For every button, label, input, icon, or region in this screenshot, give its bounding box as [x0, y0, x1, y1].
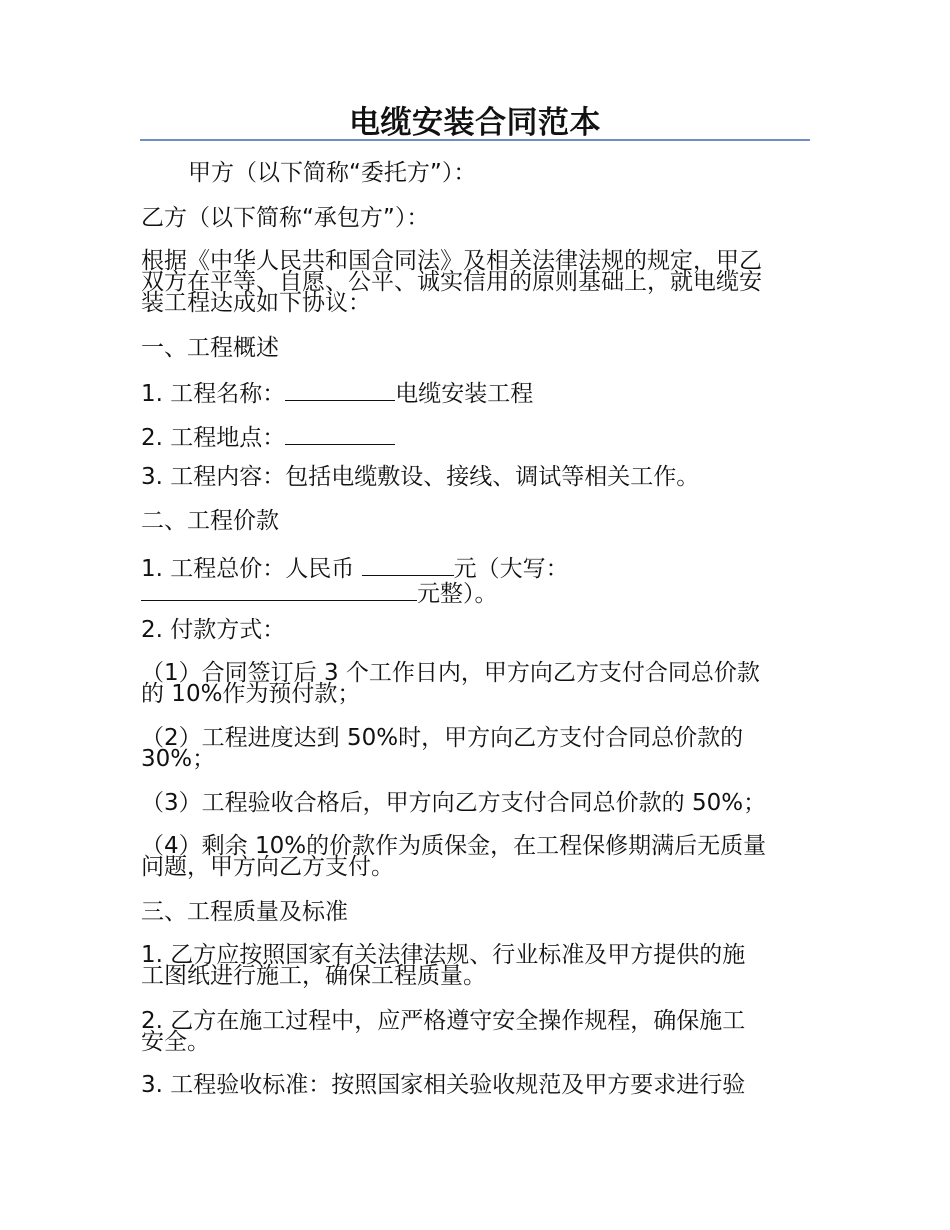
payment-item-1-line: 的 10%作为预付款； [141, 681, 361, 707]
project-name-suffix: 电缆安装工程 [395, 381, 534, 407]
document-title: 电缆安装合同范本 [349, 105, 601, 141]
price-amount-blank [362, 555, 454, 576]
quality-item-2-line: 2. 乙方在施工过程中，应严格遵守安全操作规程，确保施工 [141, 1008, 746, 1034]
preamble-line: 根据《中华人民共和国合同法》及相关法律法规的规定，甲乙 [141, 248, 762, 274]
price-suffix: 元整）。 [417, 581, 498, 607]
payment-item-1 [141, 660, 813, 707]
party-b-line: 乙方（以下简称“承包方”）： [141, 205, 430, 231]
payment-item-4 [141, 833, 813, 880]
price-unit: 元（大写： [453, 556, 569, 582]
quality-item-1 [141, 942, 813, 989]
party-a-line: 甲方（以下简称“委托方”）： [188, 160, 477, 186]
quality-item-1-line: 工图纸进行施工，确保工程质量。 [141, 963, 486, 989]
project-name-blank [285, 380, 395, 401]
section-heading-overview: 一、工程概述 [141, 335, 279, 361]
project-name-label: 1. 工程名称： [141, 381, 286, 407]
title-underline [140, 139, 810, 141]
payment-method-label: 2. 付款方式： [141, 617, 286, 643]
project-location-blank [285, 424, 395, 445]
payment-item-2 [141, 725, 813, 772]
price-uppercase-blank [141, 580, 417, 601]
project-content-line: 3. 工程内容：包括电缆敷设、接线、调试等相关工作。 [141, 464, 700, 490]
payment-item-2-line: 30%； [141, 746, 216, 772]
total-price-paragraph [141, 555, 813, 605]
payment-item-2-line: （2）工程进度达到 50%时，甲方向乙方支付合同总价款的 [141, 725, 744, 751]
section-heading-price: 二、工程价款 [141, 508, 279, 534]
quality-item-3: 3. 工程验收标准：按照国家相关验收规范及甲方要求进行验 [141, 1072, 746, 1098]
payment-item-3: （3）工程验收合格后，甲方向乙方支付合同总价款的 50%； [141, 790, 767, 816]
total-price-label: 1. 工程总价：人民币 [141, 556, 355, 582]
payment-item-4-line: 问题，甲方向乙方支付。 [141, 854, 394, 880]
payment-item-4-line: （4）剩余 10%的价款作为质保金，在工程保修期满后无质量 [141, 833, 767, 859]
section-heading-quality: 三、工程质量及标准 [141, 899, 348, 925]
project-location-label: 2. 工程地点： [141, 425, 286, 451]
quality-item-2 [141, 1008, 813, 1055]
quality-item-2-line: 安全。 [141, 1029, 210, 1055]
project-location-line [141, 424, 813, 449]
project-name-line [141, 380, 813, 405]
preamble-paragraph [141, 248, 813, 316]
preamble-line: 双方在平等、自愿、公平、诚实信用的原则基础上，就电缆安 [141, 269, 762, 295]
payment-item-1-line: （1）合同签订后 3 个工作日内，甲方向乙方支付合同总价款 [141, 660, 760, 686]
quality-item-1-line: 1. 乙方应按照国家有关法律法规、行业标准及甲方提供的施 [141, 942, 746, 968]
preamble-line: 装工程达成如下协议： [141, 290, 371, 316]
